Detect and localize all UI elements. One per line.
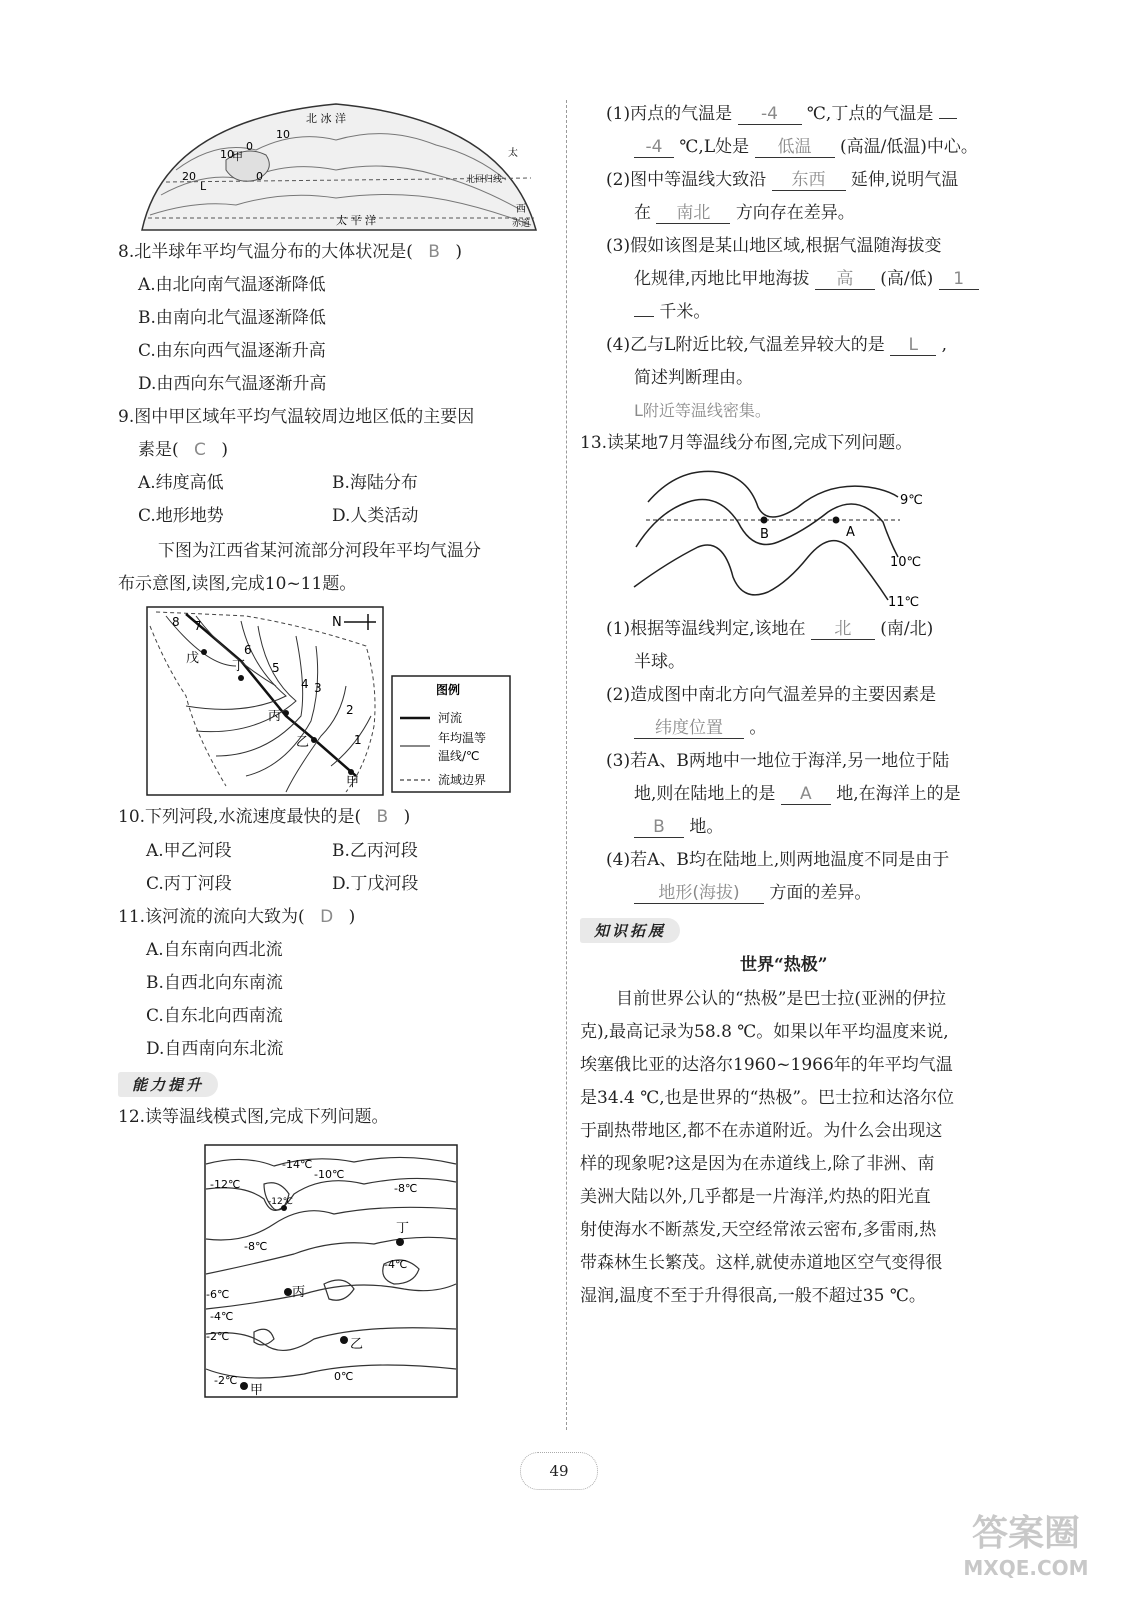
answer-blank: -4 — [634, 137, 674, 158]
section-badge-knowledge: 知识拓展 — [580, 918, 680, 943]
article-line: 样的现象呢?这是因为在赤道线上,除了非洲、南 — [580, 1154, 935, 1174]
text: 化规律,丙地比甲地海拔 — [634, 269, 810, 289]
page-number — [520, 1452, 598, 1490]
answer-blank: 高 — [815, 269, 875, 290]
question-13-2: (2)造成图中南北方向气温差异的主要因素是 — [606, 685, 937, 705]
map-label: 0 — [256, 170, 263, 183]
isotherm-label: -2℃ — [206, 1330, 230, 1343]
north-arrow-label: N — [332, 615, 342, 630]
legend-title: 图例 — [436, 683, 461, 697]
answer-blank: 纬度位置 — [634, 718, 744, 739]
question-13-2-cont — [634, 717, 766, 739]
map-label: 0 — [246, 140, 253, 153]
place-label: 丙 — [292, 1285, 306, 1300]
option: D.自西南向东北流 — [146, 1039, 284, 1059]
question-12-4-cont: 简述判断理由。 — [634, 368, 753, 388]
question-9 — [138, 439, 228, 461]
question-12-3-cont — [634, 268, 979, 290]
watermark — [928, 1512, 1124, 1592]
map-label: 太 — [508, 148, 518, 159]
option: C.自东北向西南流 — [146, 1006, 283, 1026]
river-label-num: 5 — [272, 661, 280, 675]
question-13-3: (3)若A、B两地中一地位于海洋,另一地位于陆 — [606, 751, 950, 771]
question-12: 12.读等温线模式图,完成下列问题。 — [118, 1107, 389, 1127]
option: C.地形地势 — [138, 506, 224, 526]
isotherm-label: -10℃ — [314, 1168, 345, 1181]
option: C.由东向西气温逐渐升高 — [138, 341, 326, 361]
option: B.自西北向东南流 — [146, 973, 283, 993]
option: B.由南向北气温逐渐降低 — [138, 308, 326, 328]
point-label: A — [846, 525, 855, 540]
question-stem: 10.下列河段,水流速度最快的是( — [118, 807, 362, 827]
isotherm-label: -2℃ — [214, 1374, 238, 1387]
answer-blank: A — [781, 784, 831, 805]
question-13-4-cont — [634, 882, 871, 904]
text: (2)图中等温线大致沿 — [606, 170, 767, 190]
option: A.自东南向西北流 — [146, 940, 283, 960]
text: 方面的差异。 — [769, 883, 872, 903]
isotherm-label: 11℃ — [888, 595, 920, 610]
question-12-3: (3)假如该图是某山地区域,根据气温随海拔变 — [606, 236, 942, 256]
intro-text: 下图为江西省某河流部分河段年平均气温分 — [158, 541, 481, 561]
text: (高温/低温)中心。 — [839, 137, 978, 157]
watermark-top: 答案圈 — [971, 1513, 1080, 1554]
question-close: ) — [455, 242, 462, 262]
isotherm-label: 9℃ — [900, 493, 923, 508]
question-13: 13.读某地7月等温线分布图,完成下列问题。 — [580, 433, 913, 453]
article-line: 埃塞俄比亚的达洛尔1960~1966年的年平均气温 — [580, 1055, 953, 1075]
answer-blank — [939, 118, 957, 119]
question-stem: 素是( — [138, 440, 179, 460]
july-isotherm-diagram — [628, 462, 948, 612]
article-line: 美洲大陆以外,几乎都是一片海洋,灼热的阳光直 — [580, 1187, 931, 1207]
question-stem: 8.北半球年平均气温分布的大体状况是( — [118, 242, 413, 262]
text: (1)丙点的气温是 — [606, 104, 733, 124]
article-line: 克),最高记录为58.8 ℃。如果以年平均温度来说, — [580, 1022, 949, 1042]
isotherm-label: -12℃ — [268, 1197, 293, 1207]
option: D.由西向东气温逐渐升高 — [138, 374, 327, 394]
question-12-4 — [606, 334, 947, 356]
map-label: 20 — [182, 170, 196, 183]
river-label-num: 8 — [172, 615, 180, 629]
question-11 — [118, 906, 355, 928]
river-label-num: 7 — [194, 619, 202, 633]
article-line: 目前世界公认的“热极”是巴士拉(亚洲的伊拉 — [616, 989, 947, 1009]
place-label: 甲 — [250, 1383, 264, 1398]
text: 延伸,说明气温 — [850, 170, 959, 190]
option: B.海陆分布 — [332, 473, 418, 493]
answer: B — [376, 807, 389, 827]
text: 在 — [634, 203, 651, 223]
answer-blank: 地形(海拔) — [634, 883, 764, 904]
isotherm-label: -4℃ — [384, 1258, 408, 1271]
question-12-1-cont — [634, 136, 978, 158]
question-9-stem: 9.图中甲区域年平均气温较周边地区低的主要因 — [118, 407, 475, 427]
river-label-num: 1 — [354, 733, 362, 747]
column-divider — [566, 100, 567, 1430]
option: D.丁戊河段 — [332, 874, 419, 894]
place-label: 乙 — [296, 735, 310, 750]
map-label: 甲 — [232, 150, 243, 163]
river-label-num: 6 — [244, 643, 252, 657]
isotherm-label: -4℃ — [210, 1310, 234, 1323]
article-line: 射使海水不断蒸发,天空经常浓云密布,多雷雨,热 — [580, 1220, 937, 1240]
map-label: 太 平 洋 — [336, 214, 376, 227]
question-12-3-cont2 — [634, 301, 710, 323]
place-label: 乙 — [350, 1337, 364, 1352]
option: A.纬度高低 — [138, 473, 224, 493]
answer-blank: B — [634, 817, 684, 838]
text: 地,在海洋上的是 — [836, 784, 961, 804]
text: , — [941, 335, 947, 355]
answer-blank: 低温 — [755, 137, 835, 158]
question-13-4: (4)若A、B均在陆地上,则两地温度不同是由于 — [606, 850, 950, 870]
isotherm-label: 0℃ — [334, 1370, 354, 1383]
map-label: 北 冰 洋 — [306, 112, 346, 125]
text: ℃,L处是 — [679, 137, 750, 157]
legend-river: 河流 — [438, 711, 463, 725]
answer-blank: -4 — [738, 104, 802, 125]
river-label-num: 2 — [346, 703, 354, 717]
isotherm-label: -8℃ — [244, 1240, 268, 1253]
question-12-2 — [606, 169, 958, 191]
answer-blank: L — [890, 335, 936, 356]
place-label: 丁 — [232, 659, 246, 674]
option: A.甲乙河段 — [146, 841, 232, 861]
question-close: ) — [221, 440, 228, 460]
river-label-num: 4 — [301, 677, 309, 691]
map-label: 赤道 — [512, 219, 531, 229]
map-label: 10 — [276, 128, 290, 141]
article-line: 带森林生长繁茂。这样,就使赤道地区空气变得很 — [580, 1253, 943, 1273]
answer-text: L附近等温线密集。 — [634, 401, 771, 420]
watermark-bottom: MXQE.COM — [963, 1556, 1089, 1580]
question-13-3-cont2 — [634, 816, 723, 838]
text: 方向存在差异。 — [735, 203, 855, 223]
map-label: 西 — [516, 204, 526, 215]
legend-boundary: 流域边界 — [438, 773, 487, 787]
option: B.乙丙河段 — [332, 841, 418, 861]
option: C.丙丁河段 — [146, 874, 232, 894]
answer: D — [320, 907, 334, 927]
isotherm-label: -14℃ — [282, 1158, 313, 1171]
question-close: ) — [403, 807, 411, 827]
question-12-2-cont — [634, 202, 855, 224]
text: 。 — [749, 718, 767, 738]
question-8 — [118, 241, 462, 263]
answer-blank: 南北 — [656, 203, 730, 224]
river-label-num: 3 — [314, 681, 322, 695]
legend-isotherm: 年均温等 — [438, 731, 487, 745]
option: A.由北向南气温逐渐降低 — [138, 275, 326, 295]
text: 千米。 — [659, 302, 711, 322]
text: ℃,丁点的气温是 — [806, 104, 934, 124]
place-label: 甲 — [346, 775, 360, 790]
answer-blank: 北 — [811, 619, 875, 640]
question-13-1 — [606, 618, 933, 640]
point-label: B — [760, 527, 769, 542]
text: (4)乙与L附近比较,气温差异较大的是 — [606, 335, 885, 355]
text: (南/北) — [880, 619, 934, 639]
question-close: ) — [348, 907, 356, 927]
section-badge-ability: 能力提升 — [118, 1072, 218, 1097]
page-number-text: 49 — [549, 1462, 569, 1480]
question-12-1 — [606, 103, 957, 125]
map-label: L — [200, 180, 207, 193]
legend-isotherm: 温线/℃ — [438, 749, 480, 763]
answer-blank: 东西 — [772, 170, 846, 191]
question-10 — [118, 806, 410, 828]
question-13-3-cont — [634, 783, 961, 805]
map-label: 10 — [220, 148, 234, 161]
answer: B — [428, 242, 440, 262]
world-isotherm-map — [136, 100, 540, 232]
isotherm-label: 10℃ — [890, 555, 922, 570]
map-label: 北回归线 — [466, 175, 503, 185]
place-label: 丁 — [396, 1221, 410, 1236]
text: (1)根据等温线判定,该地在 — [606, 619, 806, 639]
answer-blank: 1 — [939, 269, 979, 290]
intro-text: 布示意图,读图,完成10~11题。 — [118, 574, 357, 594]
option: D.人类活动 — [332, 506, 419, 526]
isotherm-label: -6℃ — [206, 1288, 230, 1301]
article-title: 世界“热极” — [740, 955, 828, 975]
article-line: 于副热带地区,都不在赤道附近。为什么会出现这 — [580, 1121, 943, 1141]
text: 地,则在陆地上的是 — [634, 784, 776, 804]
answer-blank — [634, 316, 654, 317]
article-line: 湿润,温度不至于升得很高,一般不超过35 ℃。 — [580, 1286, 926, 1306]
place-label: 戊 — [186, 651, 200, 666]
river-isotherm-map — [146, 606, 512, 796]
text: 地。 — [689, 817, 724, 837]
question-13-1-cont: 半球。 — [634, 652, 685, 672]
text: (高/低) — [880, 269, 934, 289]
place-label: 丙 — [268, 709, 282, 724]
answer: C — [194, 440, 206, 460]
isotherm-label: -12℃ — [210, 1178, 241, 1191]
isotherm-label: -8℃ — [394, 1182, 418, 1195]
article-line: 是34.4 ℃,也是世界的“热极”。巴士拉和达洛尔位 — [580, 1088, 955, 1108]
question-stem: 11.该河流的流向大致为( — [118, 907, 305, 927]
isotherm-model-map — [204, 1144, 458, 1398]
